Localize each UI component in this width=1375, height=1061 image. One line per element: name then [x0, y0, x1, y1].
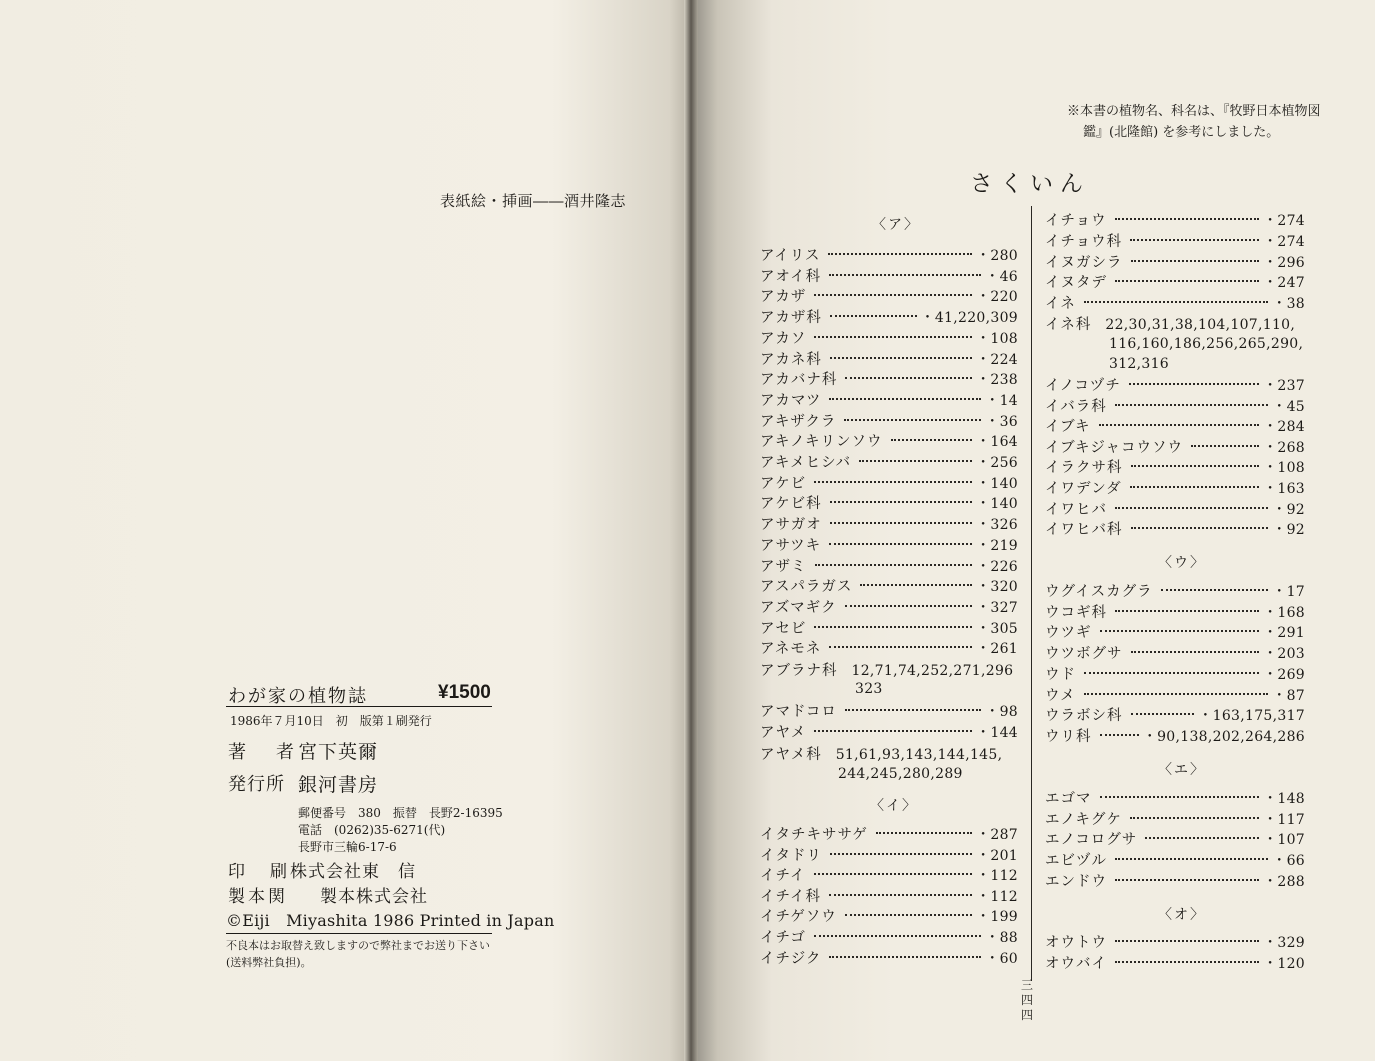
leader-dots: [1115, 940, 1259, 942]
entry-name: エンドウ: [1045, 873, 1107, 890]
entry-pages: ・247: [1263, 275, 1305, 292]
index-entry: [760, 515, 1018, 535]
index-entry: [760, 536, 1018, 556]
page-folio: 三四四: [1020, 978, 1033, 1022]
leader-dots: [844, 419, 981, 421]
entry-name: イヌタデ: [1045, 275, 1107, 292]
leader-dots: [830, 522, 972, 524]
leader-dots: [1084, 693, 1269, 695]
entry-pages: ・140: [976, 475, 1018, 492]
entry-name: アカソ: [760, 330, 807, 347]
entry-pages: ・92: [1272, 501, 1305, 518]
entry-pages: ・199: [976, 909, 1018, 926]
index-entry: [1045, 706, 1305, 726]
entry-name: アキノキリンソウ: [760, 434, 883, 451]
entry-pages: ・274: [1263, 233, 1305, 250]
leader-dots: [829, 956, 981, 958]
entry-pages: ・60: [985, 950, 1018, 967]
entry-pages: ・45: [1272, 398, 1305, 415]
colophon-rule-bottom: [226, 933, 492, 934]
leader-dots: [829, 398, 981, 400]
index-entry: [760, 928, 1018, 948]
phone-line: 電話 (0262)35-6271(代): [298, 823, 446, 837]
postal-line: 郵便番号 380 振替 長野2-16395: [298, 806, 503, 820]
leader-dots: [845, 709, 981, 711]
entry-pages: ・256: [976, 455, 1018, 471]
colophon-edition: 1986年７月10日 初 版第１刷発行: [230, 714, 432, 728]
index-entry: [1045, 438, 1305, 458]
entry-pages: ・287: [976, 827, 1018, 843]
entry-name: イチョウ科: [1045, 233, 1123, 250]
entry-name: アカネ科: [760, 351, 822, 368]
leader-dots: [1100, 796, 1260, 798]
entry-pages: ・268: [1263, 439, 1305, 456]
entry-name: エビヅル: [1045, 853, 1107, 870]
entry-pages: ・219: [976, 537, 1018, 554]
index-entry: [760, 866, 1018, 886]
leader-dots: [845, 605, 972, 607]
entry-name: イブキジャコウソウ: [1045, 439, 1184, 456]
publisher-name: 銀河書房: [298, 774, 379, 796]
entry-pages: ・284: [1263, 419, 1305, 436]
entry-name: オウトウ: [1045, 935, 1107, 951]
leader-dots: [814, 336, 972, 338]
return-notice: 不良本はお取替え致しますので弊社までお送り下さい(送料弊社負担)。: [226, 939, 490, 969]
entry-name: アカザ: [760, 289, 807, 306]
entry-pages: ・288: [1263, 873, 1305, 890]
leader-dots: [1115, 280, 1259, 282]
leader-dots: [1099, 424, 1260, 426]
leader-dots: [876, 832, 972, 834]
leader-dots: [1130, 817, 1259, 819]
entry-pages: ・144: [976, 724, 1018, 741]
entry-name: アブラナ科: [760, 663, 838, 679]
index-entry: [1045, 273, 1305, 293]
entry-pages-continued: 323: [855, 681, 883, 697]
entry-name: エノコログサ: [1045, 832, 1138, 849]
entry-pages: ・291: [1263, 625, 1305, 642]
entry-pages: ・112: [976, 888, 1018, 905]
entry-pages: ・92: [1272, 522, 1305, 539]
entry-name: アイリス: [760, 248, 821, 264]
entry-pages: ・108: [1263, 460, 1305, 477]
index-entry: [1045, 253, 1305, 273]
leader-dots: [830, 357, 972, 359]
index-entry: [760, 702, 1018, 722]
binder-label: 製本関: [228, 887, 288, 907]
index-entry: [1045, 294, 1305, 314]
binder-name: 製本株式会社: [320, 887, 428, 907]
entry-pages: ・274: [1263, 213, 1305, 229]
leader-dots: [1131, 260, 1260, 262]
entry-pages: ・98: [985, 704, 1018, 720]
index-entry: [760, 370, 1018, 390]
entry-pages: ・90,138,202,264,286: [1142, 728, 1305, 745]
index-entry: [1045, 417, 1305, 437]
entry-pages: ・88: [985, 930, 1018, 946]
index-entry: [760, 723, 1018, 743]
leader-dots: [1191, 445, 1259, 447]
entry-name: アヤメ科: [760, 747, 822, 763]
leader-dots: [1100, 734, 1139, 736]
entry-pages: ・329: [1263, 935, 1305, 951]
entry-pages: ・261: [976, 641, 1018, 658]
index-entry: [760, 391, 1018, 411]
printer-name: 株式会社東 信: [290, 862, 416, 882]
index-entry: [760, 907, 1018, 927]
entry-pages: ・163: [1263, 481, 1305, 497]
leader-dots: [830, 315, 917, 317]
entry-name: ウメ: [1045, 687, 1076, 704]
author-label: 著 者: [228, 742, 300, 763]
index-entry: [1045, 623, 1305, 643]
index-entry-ine-ka: [1045, 315, 1305, 335]
leader-dots: [830, 853, 972, 855]
leader-dots: [1129, 383, 1259, 385]
index-entry: [1045, 582, 1305, 602]
leader-dots: [814, 481, 972, 483]
index-entry-aburana: [760, 661, 1018, 681]
leader-dots: [860, 584, 972, 586]
entry-name: イワヒバ: [1045, 501, 1107, 518]
index-entry: [760, 639, 1018, 659]
leader-dots: [828, 253, 972, 255]
colophon-rule-top: [226, 706, 492, 707]
index-entry: [760, 846, 1018, 866]
entry-name: イネ: [1045, 296, 1076, 313]
section-heading-i: 〈イ〉: [870, 798, 918, 814]
entry-name: エノキグケ: [1045, 811, 1122, 828]
entry-name: イラクサ科: [1045, 460, 1123, 477]
entry-pages-continued: 244,245,280,289: [838, 766, 963, 782]
author-name: 宮下英爾: [298, 741, 379, 763]
entry-pages: 12,71,74,252,271,296: [851, 663, 1014, 679]
illustration-credit: 表紙絵・挿画――酒井隆志: [440, 192, 627, 210]
leader-dots: [1115, 507, 1268, 509]
leader-dots: [1131, 465, 1260, 467]
entry-name: アケビ: [760, 475, 807, 492]
entry-name: アキザクラ: [760, 413, 837, 430]
entry-pages: ・87: [1272, 687, 1305, 704]
entry-pages: ・226: [976, 558, 1018, 575]
entry-pages: ・120: [1263, 956, 1305, 972]
printer-label: 印 刷: [228, 862, 291, 882]
entry-name: オウバイ: [1045, 956, 1107, 972]
entry-name: アカザ科: [760, 310, 822, 327]
leader-dots: [814, 730, 972, 732]
entry-name: イノコヅチ: [1045, 378, 1121, 394]
entry-pages: ・201: [976, 847, 1018, 864]
leader-dots: [829, 894, 972, 896]
index-entry: [760, 474, 1018, 494]
index-title: さくいん: [970, 171, 1090, 197]
index-entry: [760, 453, 1018, 473]
entry-name: アケビ科: [760, 496, 822, 513]
entry-name: ウツギ: [1045, 625, 1092, 642]
entry-name: イチョウ: [1045, 213, 1107, 229]
entry-pages: ・224: [976, 351, 1018, 368]
entry-pages: ・269: [1263, 666, 1305, 683]
entry-pages: ・112: [976, 868, 1018, 885]
entry-pages: ・41,220,309: [920, 310, 1018, 327]
index-entry: [760, 308, 1018, 328]
entry-name: アマドコロ: [760, 704, 837, 720]
entry-pages: ・108: [976, 330, 1018, 347]
address-line: 長野市三輪6-17-6: [298, 840, 397, 854]
index-entry: [1045, 211, 1305, 231]
index-entry: [1045, 644, 1305, 664]
index-entry: [760, 287, 1018, 307]
index-entry-ayame-ka: [760, 745, 1018, 765]
index-entry: [760, 577, 1018, 597]
entry-name: イワデンダ: [1045, 481, 1122, 497]
leader-dots: [814, 294, 972, 296]
entry-name: ウツボグサ: [1045, 646, 1123, 663]
entry-name: アズマギク: [760, 599, 837, 616]
copyright: ©Eiji Miyashita 1986 Printed in Japan: [226, 911, 555, 930]
index-entry: [760, 412, 1018, 432]
leader-dots: [1115, 879, 1259, 881]
entry-name: イチゲソウ: [760, 909, 837, 926]
index-entry: [1045, 603, 1305, 623]
index-entry: [760, 432, 1018, 452]
leader-dots: [1115, 218, 1260, 220]
index-entry: [760, 350, 1018, 370]
entry-name: イバラ科: [1045, 398, 1107, 415]
entry-name: アキメヒシバ: [760, 455, 852, 471]
index-entry: [1045, 376, 1305, 396]
index-entry: [1045, 458, 1305, 478]
book-gutter: [684, 0, 698, 1061]
entry-name: イタチキササゲ: [760, 827, 868, 843]
entry-pages: ・163,175,317: [1198, 708, 1305, 725]
leader-dots: [1084, 672, 1259, 674]
entry-name: ウラボシ科: [1045, 708, 1123, 725]
leader-dots: [1145, 837, 1259, 839]
leader-dots: [859, 460, 972, 462]
index-entry: [1045, 933, 1305, 953]
entry-name: アカバナ科: [760, 372, 838, 389]
entry-pages: ・280: [976, 248, 1018, 264]
entry-pages: ・320: [976, 579, 1018, 596]
leader-dots: [1131, 713, 1195, 715]
index-entry: [760, 887, 1018, 907]
entry-name: ウド: [1045, 666, 1076, 683]
leader-dots: [1115, 404, 1269, 406]
entry-pages: ・168: [1263, 604, 1305, 621]
leader-dots: [815, 564, 973, 566]
leader-dots: [845, 914, 972, 916]
leader-dots: [891, 439, 973, 441]
leader-dots: [830, 501, 973, 503]
entry-pages: ・107: [1263, 832, 1305, 849]
entry-name: アカマツ: [760, 392, 822, 409]
entry-pages: ・220: [976, 289, 1018, 306]
entry-name: アセビ: [760, 620, 807, 637]
index-entry: [1045, 232, 1305, 252]
leader-dots: [829, 274, 981, 276]
entry-pages-continued: 312,316: [1109, 356, 1169, 372]
index-entry: [1045, 479, 1305, 499]
entry-pages: ・148: [1263, 791, 1305, 807]
column-divider: [1031, 206, 1032, 981]
reference-note: ※本書の植物名、科名は、『牧野日本植物図鑑』(北隆館) を参考にしました。: [1067, 104, 1321, 140]
index-entry: [1045, 520, 1305, 540]
index-entry: [760, 494, 1018, 514]
leader-dots: [814, 935, 981, 937]
index-entry: [760, 329, 1018, 349]
entry-pages: ・17: [1272, 584, 1305, 600]
index-entry: [760, 267, 1018, 287]
section-heading-a: 〈ア〉: [872, 217, 920, 233]
leader-dots: [814, 626, 972, 628]
entry-name: ウコギ科: [1045, 604, 1107, 621]
entry-name: イネ科: [1045, 317, 1092, 333]
index-entry: [1045, 830, 1305, 850]
entry-name: ウグイスカグラ: [1045, 584, 1153, 600]
entry-name: イチイ: [760, 868, 806, 885]
entry-pages: ・38: [1272, 296, 1305, 313]
colophon-price: ¥1500: [438, 682, 491, 703]
entry-pages: ・46: [985, 268, 1018, 285]
leader-dots: [829, 646, 972, 648]
entry-pages: ・238: [976, 372, 1018, 389]
leader-dots: [1130, 239, 1259, 241]
leader-dots: [829, 543, 972, 545]
entry-name: イワヒバ科: [1045, 522, 1123, 539]
index-entry: [1045, 789, 1305, 809]
entry-name: アオイ科: [760, 268, 822, 285]
entry-name: イヌガシラ: [1045, 254, 1123, 271]
entry-pages: ・66: [1272, 853, 1305, 870]
entry-pages: ・203: [1263, 646, 1305, 663]
leader-dots: [1130, 486, 1259, 488]
leader-dots: [814, 873, 973, 875]
index-entry: [1045, 851, 1305, 871]
entry-name: アサツキ: [760, 537, 822, 554]
index-entry: [1045, 727, 1305, 747]
index-entry: [760, 949, 1018, 969]
entry-name: アザミ: [760, 558, 807, 575]
publisher-label: 発行所: [228, 774, 285, 795]
entry-pages: ・36: [985, 413, 1018, 430]
index-entry: [1045, 397, 1305, 417]
leader-dots: [1115, 961, 1259, 963]
entry-pages: ・296: [1263, 254, 1305, 271]
index-entry: [1045, 872, 1305, 892]
section-heading-o: 〈オ〉: [1158, 907, 1206, 923]
entry-pages: ・237: [1263, 378, 1305, 394]
leader-dots: [845, 377, 972, 379]
index-entry: [1045, 954, 1305, 974]
entry-name: アヤメ: [760, 724, 807, 741]
entry-name: イチゴ: [760, 930, 806, 946]
entry-name: エゴマ: [1045, 791, 1092, 807]
leader-dots: [1161, 589, 1269, 591]
leader-dots: [1100, 630, 1260, 632]
entry-name: ウリ科: [1045, 728, 1092, 745]
leader-dots: [1131, 651, 1260, 653]
entry-pages: ・327: [976, 599, 1018, 616]
index-entry: [760, 557, 1018, 577]
section-heading-e: 〈エ〉: [1158, 762, 1206, 778]
entry-name: イチジク: [760, 950, 822, 967]
leader-dots: [1084, 301, 1268, 303]
entry-name: イタドリ: [760, 847, 822, 864]
entry-pages: ・117: [1263, 811, 1305, 828]
index-entry: [1045, 500, 1305, 520]
index-entry: [1045, 665, 1305, 685]
index-entry: [760, 825, 1018, 845]
entry-name: イチイ科: [760, 888, 821, 905]
entry-pages: ・140: [976, 496, 1018, 513]
entry-pages: 22,30,31,38,104,107,110,: [1105, 317, 1296, 333]
leader-dots: [1115, 610, 1259, 612]
section-heading-u: 〈ウ〉: [1158, 555, 1206, 571]
entry-name: アスパラガス: [760, 579, 853, 596]
index-entry: [760, 246, 1018, 266]
entry-name: イブキ: [1045, 419, 1091, 436]
index-entry: [1045, 810, 1305, 830]
entry-pages: ・305: [976, 620, 1018, 637]
entry-pages-continued: 116,160,186,256,265,290,: [1109, 336, 1304, 352]
colophon-title: わが家の植物誌: [228, 686, 368, 707]
index-entry: [760, 598, 1018, 618]
leader-dots: [1115, 858, 1268, 860]
index-entry: [760, 619, 1018, 639]
entry-pages: ・326: [976, 517, 1018, 534]
entry-pages: 51,61,93,143,144,145,: [835, 747, 1003, 763]
entry-name: アサガオ: [760, 517, 822, 534]
entry-pages: ・14: [985, 392, 1018, 409]
entry-name: アネモネ: [760, 641, 822, 658]
index-entry: [1045, 686, 1305, 706]
leader-dots: [1131, 527, 1269, 529]
entry-pages: ・164: [976, 434, 1018, 451]
